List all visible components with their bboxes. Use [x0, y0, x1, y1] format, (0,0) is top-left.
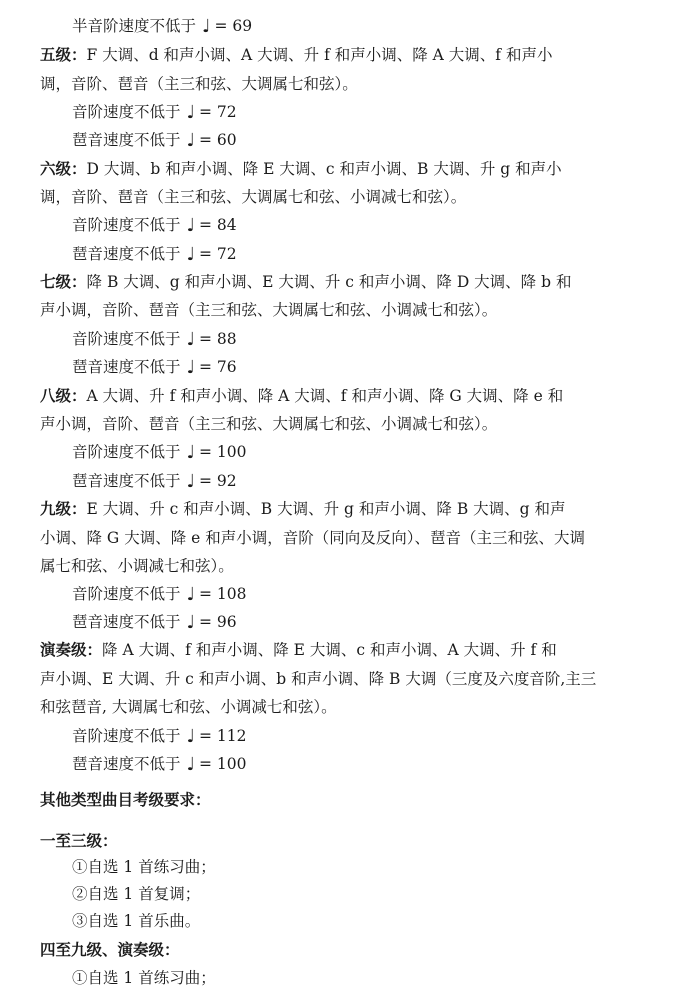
tempo-value: = 108: [199, 585, 247, 603]
level-five-line-1: [40, 41, 640, 69]
quarter-note-icon: ♩: [186, 471, 196, 492]
tempo-value: = 100: [199, 443, 247, 461]
tempo-label: 半音阶速度不低于: [72, 17, 197, 35]
tempo-label: 琶音速度不低于: [72, 755, 181, 773]
other-requirements-heading: [40, 786, 640, 814]
tempo-line-scale: [72, 325, 672, 353]
tempo-value: = 72: [199, 245, 237, 263]
level-performance-line-2: [40, 665, 640, 693]
list-item: [72, 907, 672, 935]
group-one-title: [40, 827, 640, 855]
tempo-label: 琶音速度不低于: [72, 472, 181, 490]
level-seven-line-2: [40, 296, 640, 324]
level-performance-title: 演奏级：: [40, 641, 103, 659]
level-seven-text-2: 声小调，音阶、琶音（主三和弦、大调属七和弦、小调减七和弦）。: [40, 301, 498, 319]
tempo-label: 音阶速度不低于: [72, 727, 181, 745]
tempo-value: = 88: [199, 330, 237, 348]
tempo-label: 音阶速度不低于: [72, 443, 181, 461]
level-seven-text-1: 降 B 大调、g 和声小调、E 大调、升 c 和声小调、降 D 大调、降 b 和: [86, 273, 572, 291]
tempo-line-arpeggio: [72, 353, 672, 381]
level-six-line-1: [40, 155, 640, 183]
tempo-line-scale: [72, 98, 672, 126]
list-item-text: ①自选 1 首练习曲；: [72, 969, 216, 987]
level-performance-line-3: [40, 693, 640, 721]
group-two-title: [40, 936, 640, 964]
tempo-label: 琶音速度不低于: [72, 613, 181, 631]
tempo-label: 音阶速度不低于: [72, 103, 181, 121]
tempo-value: = 72: [199, 103, 237, 121]
group-one-title-text: 一至三级：: [40, 832, 118, 850]
level-performance-line-1: [40, 636, 640, 664]
level-performance-text-1: 降 A 大调、f 和声小调、降 E 大调、c 和声小调、A 大调、升 f 和: [102, 641, 557, 659]
tempo-line-arpeggio: [72, 608, 672, 636]
other-heading-text: 其他类型曲目考级要求：: [40, 791, 211, 809]
level-seven-title: 七级：: [40, 273, 87, 291]
list-item: [72, 964, 672, 992]
quarter-note-icon: ♩: [202, 16, 211, 37]
tempo-line-scale: [72, 211, 672, 239]
tempo-line-scale: [72, 438, 672, 466]
level-five-text-2: 调，音阶、琶音（主三和弦、大调属七和弦）。: [40, 75, 358, 93]
list-item-text: ③自选 1 首乐曲。: [72, 912, 201, 930]
quarter-note-icon: ♩: [186, 442, 196, 463]
list-item-text: ②自选 1 首复调；: [72, 885, 201, 903]
level-nine-text-2: 小调、降 G 大调、降 e 和声小调，音阶（同向及反向）、琶音（主三和弦、大调: [40, 529, 586, 547]
level-six-text-2: 调，音阶、琶音（主三和弦、大调属七和弦、小调减七和弦）。: [40, 188, 467, 206]
level-six-line-2: [40, 183, 640, 211]
list-item: [72, 880, 672, 908]
tempo-label: 琶音速度不低于: [72, 358, 181, 376]
tempo-line-scale: [72, 580, 672, 608]
tempo-line-scale: [72, 722, 672, 750]
tempo-line-arpeggio: [72, 240, 672, 268]
level-eight-text-1: A 大调、升 f 和声小调、降 A 大调、f 和声小调、降 G 大调、降 e 和: [86, 387, 564, 405]
quarter-note-icon: ♩: [186, 215, 196, 236]
quarter-note-icon: ♩: [186, 612, 196, 633]
quarter-note-icon: ♩: [186, 754, 196, 775]
tempo-label: 音阶速度不低于: [72, 585, 181, 603]
quarter-note-icon: ♩: [186, 102, 196, 123]
tempo-line-arpeggio: [72, 126, 672, 154]
level-nine-text-1: E 大调、升 c 和声小调、B 大调、升 g 和声小调、降 B 大调、g 和声: [86, 500, 566, 518]
quarter-note-icon: ♩: [186, 244, 196, 265]
level-five-line-2: [40, 70, 640, 98]
tempo-line-arpeggio: [72, 467, 672, 495]
level-seven-line-1: [40, 268, 640, 296]
group-two-title-text: 四至九级、演奏级：: [40, 941, 180, 959]
level-performance-text-2: 声小调、E 大调、升 c 和声小调、b 和声小调、降 B 大调（三度及六度音阶,主三: [40, 670, 597, 688]
level-nine-line-3: [40, 552, 640, 580]
level-six-title: 六级：: [40, 160, 87, 178]
quarter-note-icon: ♩: [186, 329, 196, 350]
tempo-value: = 60: [199, 131, 237, 149]
quarter-note-icon: ♩: [186, 584, 196, 605]
tempo-value: = 92: [199, 472, 237, 490]
level-nine-text-3: 属七和弦、小调减七和弦）。: [40, 557, 234, 575]
list-item: [72, 853, 672, 881]
quarter-note-icon: ♩: [186, 357, 196, 378]
level-nine-title: 九级：: [40, 500, 87, 518]
tempo-label: 琶音速度不低于: [72, 245, 181, 263]
tempo-value: = 112: [199, 727, 247, 745]
level-eight-text-2: 声小调，音阶、琶音（主三和弦、大调属七和弦、小调减七和弦）。: [40, 415, 498, 433]
level-eight-line-2: [40, 410, 640, 438]
level-nine-line-1: [40, 495, 640, 523]
level-eight-title: 八级：: [40, 387, 87, 405]
level-six-text-1: D 大调、b 和声小调、降 E 大调、c 和声小调、B 大调、升 g 和声小: [86, 160, 562, 178]
tempo-value: = 100: [199, 755, 247, 773]
tempo-value: = 69: [214, 17, 253, 35]
tempo-label: 音阶速度不低于: [72, 216, 181, 234]
quarter-note-icon: ♩: [186, 726, 196, 747]
tempo-label: 琶音速度不低于: [72, 131, 181, 149]
tempo-label: 音阶速度不低于: [72, 330, 181, 348]
tempo-line-arpeggio: [72, 750, 672, 778]
level-performance-text-3: 和弦琶音, 大调属七和弦、小调减七和弦）。: [40, 698, 337, 716]
level-nine-line-2: [40, 524, 640, 552]
quarter-note-icon: ♩: [186, 130, 196, 151]
tempo-line-chromatic: [72, 12, 672, 40]
list-item-text: ①自选 1 首练习曲；: [72, 858, 216, 876]
level-five-title: 五级：: [40, 46, 87, 64]
tempo-value: = 96: [199, 613, 237, 631]
tempo-value: = 76: [199, 358, 237, 376]
tempo-value: = 84: [199, 216, 237, 234]
level-five-text-1: F 大调、d 和声小调、A 大调、升 f 和声小调、降 A 大调、f 和声小: [86, 46, 553, 64]
level-eight-line-1: [40, 382, 640, 410]
